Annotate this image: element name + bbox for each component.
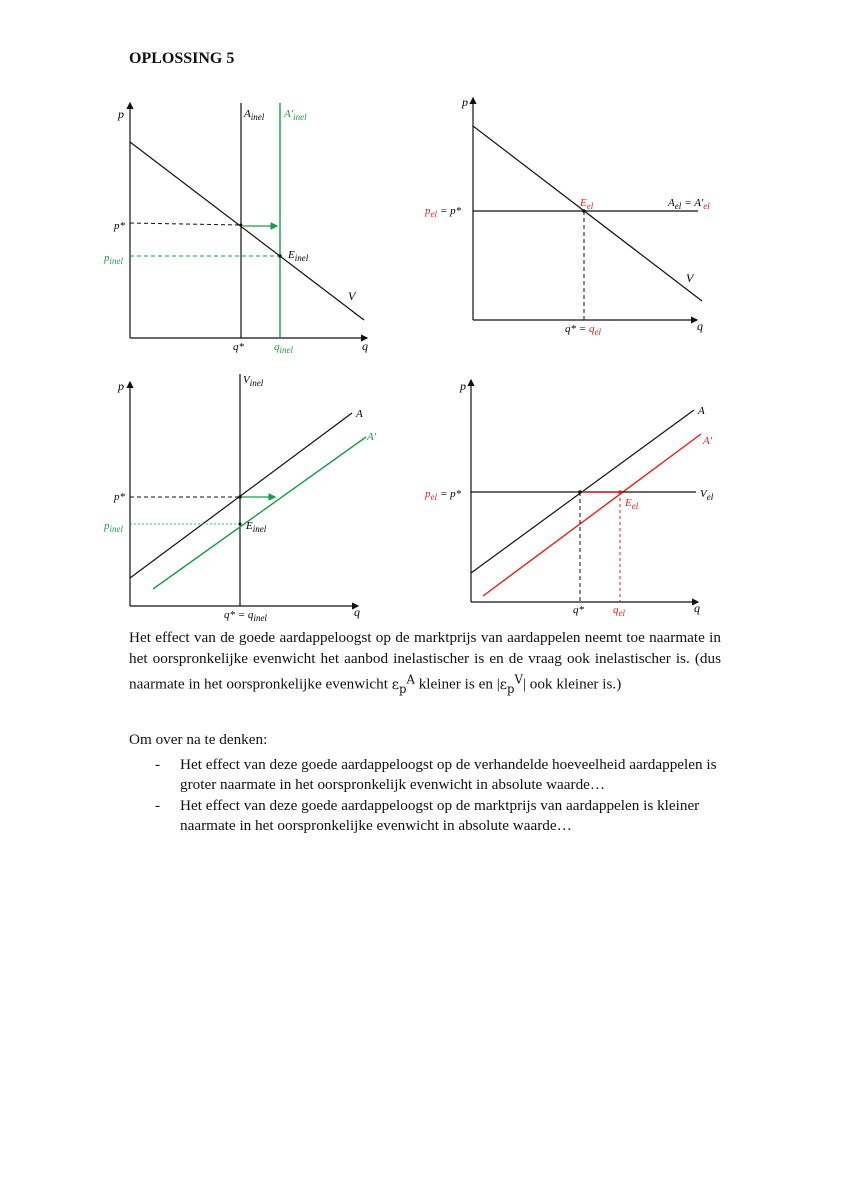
y-axis-label: p [460,379,466,393]
reflection-section [129,730,729,837]
paragraph-text-3: | ook kleiner is.) [522,675,622,693]
supply-line [130,413,352,578]
figure-elastic-supply [420,90,720,340]
q-inel-label: $q_{inel}$ [274,341,293,355]
figure-inelastic-demand [95,370,385,625]
supply-inel-new-label: $A'_{inel}$ [284,108,307,122]
p-inel-label: $p_{inel}$ [104,520,123,534]
supply-label: A [356,408,363,420]
q-el-label: $q_{el}$ [613,604,625,618]
old-equilibrium-point [578,490,582,494]
new-supply-line [153,437,366,589]
supply-label: A [698,405,705,417]
x-axis-label: q [362,339,368,353]
paragraph-text-1: Het effect van de goede aardappeloogst op de marktprijs van aardappelen neemt toe naarmate in het oorspronkelijke evenwicht het aanbod inelastischer is en de vraag ook inelastischer is. (dus naarmate in het oorspronkelijke evenwicht [129,629,721,693]
supply-new-label: A' [367,431,377,443]
figure-inelastic-supply [95,95,385,360]
q-star-label: q* [573,604,584,616]
conclusion-paragraph [129,628,721,699]
equilibrium-label: $E_{el}$ [580,197,594,211]
equilibrium-point [618,490,622,494]
list-item: - Het effect van deze goede aardappeloogst op de verhandelde hoeveelheid aardappelen is groter naarmate in het oorspronkelijk evenwicht in absolute waarde… [155,755,717,793]
q-star-label: q* [233,341,244,353]
p-el-label: $p_{el} = p*$ [425,488,462,502]
page-title: OPLOSSING 5 [129,50,235,67]
paragraph-text-2: kleiner is en | [414,675,500,693]
old-equilibrium-point [240,224,243,227]
demand-line [130,142,364,320]
x-axis-label: q [694,601,700,615]
y-axis-label: p [118,107,124,121]
old-equilibrium-point [238,495,242,499]
p-star-dashed [130,223,241,225]
list-item: - Het effect van deze goede aardappeloogst op de marktprijs van aardappelen is kleiner naarmate in het oorspronkelijke evenwicht in absolute waarde… [155,796,700,834]
q-el-label: $q_{el}$ [589,323,601,337]
demand-label: $V_{el}$ [700,488,714,502]
reflection-title: Om over na te denken: [129,731,268,748]
reflection-list [129,755,729,837]
equilibrium-point [239,523,242,526]
y-axis-label: p [462,95,468,109]
equilibrium-label: $E_{inel}$ [288,249,309,263]
x-axis-label: q [354,605,360,619]
y-axis-label: p [118,379,124,393]
figure-elastic-demand [420,370,720,625]
equilibrium-point [582,209,586,213]
p-star-label: p* [114,491,125,503]
demand-label: V [348,289,356,303]
q-star-label: $q* = q_{inel}$ [224,609,267,623]
supply-label: $A_{el} = A'_{el}$ [668,197,710,211]
q-star-label: q* = [565,323,587,335]
new-supply-line [483,434,701,596]
elasticity-supply: $\varepsilon_p^A$ [391,672,415,696]
x-axis-label: q [697,319,703,333]
equilibrium-label: $E_{el}$ [625,497,639,511]
equilibrium-point [278,254,282,258]
elasticity-demand: $\varepsilon_p^V$ [499,672,523,696]
equilibrium-label: $E_{inel}$ [246,520,267,534]
demand-label: V [686,271,694,285]
demand-line [473,126,702,301]
supply-new-label: A' [703,435,713,447]
p-el-label: $p_{el} = p*$ [425,205,462,219]
p-inel-label: $p_{inel}$ [104,252,123,266]
demand-inel-label: $V_{inel}$ [243,374,264,388]
supply-inel-label: $A_{inel}$ [244,108,265,122]
p-star-label: p* [114,220,125,232]
